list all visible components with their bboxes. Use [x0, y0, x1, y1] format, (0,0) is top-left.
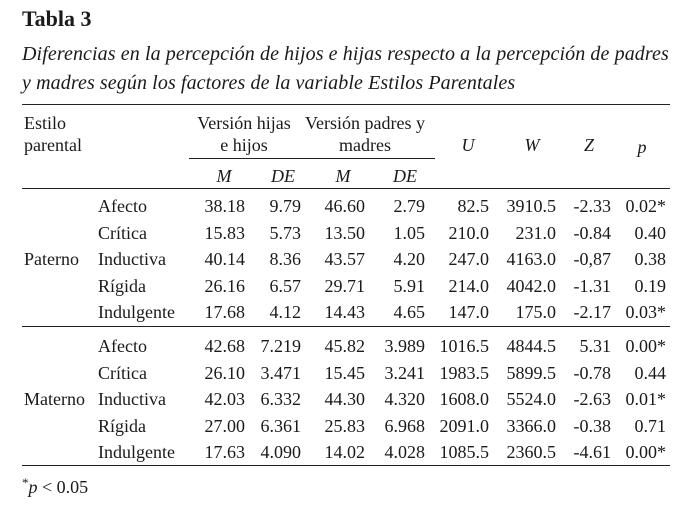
cell-u: 147.0	[448, 302, 489, 322]
cell-de1: 3.471	[260, 362, 301, 383]
cell-m2: 29.71	[324, 275, 365, 296]
bottom-rule	[22, 465, 670, 466]
cell-u: 210.0	[448, 222, 489, 243]
footnote-star: *	[22, 475, 29, 490]
cell-m2: 13.50	[324, 222, 365, 243]
cell-m2: 45.82	[324, 336, 365, 356]
cell-p: 0.01*	[625, 389, 666, 409]
cell-de2: 1.05	[393, 222, 425, 243]
cell-w: 5524.0	[506, 389, 556, 409]
cell-m2: 14.02	[324, 442, 365, 462]
cell-m1: 15.83	[204, 222, 245, 243]
cell-z: -0,87	[573, 249, 611, 269]
cell-w: 4042.0	[506, 275, 556, 296]
cell-m1: 26.16	[204, 275, 245, 296]
header-bottom-rule	[22, 188, 670, 189]
header-version-padres: Versión padres y	[305, 113, 425, 133]
cell-m1: 26.10	[204, 362, 245, 383]
cell-z: 5.31	[579, 336, 611, 356]
cell-w: 231.0	[515, 222, 556, 243]
group-label: Materno	[24, 389, 85, 409]
cell-u: 1608.0	[439, 389, 489, 409]
cell-m2: 46.60	[324, 196, 365, 216]
group-label: Paterno	[24, 249, 79, 269]
cell-de2: 4.65	[393, 302, 425, 322]
cell-p: 0.00*	[625, 336, 666, 356]
cell-de2: 4.20	[393, 249, 425, 269]
cell-factor: Inductiva	[98, 249, 166, 269]
table-caption: Diferencias en la percepción de hijos e hijas respecto a la percepción de padres y madres según los factores de la variable Estilos Parentales	[22, 43, 669, 94]
cell-de2: 2.79	[393, 196, 425, 216]
cell-u: 214.0	[448, 275, 489, 296]
cell-factor: Indulgente	[98, 302, 175, 322]
cell-w: 4844.5	[506, 336, 556, 356]
cell-u: 1016.5	[439, 336, 489, 356]
cell-z: -0.84	[573, 222, 611, 243]
cell-factor: Afecto	[98, 336, 147, 356]
cell-u: 247.0	[448, 249, 489, 269]
header-version-padres-2: madres	[339, 135, 391, 155]
footnote	[22, 477, 88, 498]
cell-p: 0.00*	[625, 442, 666, 462]
cell-z: -0.78	[573, 362, 611, 383]
cell-m1: 42.68	[204, 336, 245, 356]
cell-de1: 8.36	[269, 249, 301, 269]
cell-de1: 7.219	[260, 336, 301, 356]
cell-p: 0.44	[634, 362, 666, 383]
cell-m1: 27.00	[204, 415, 245, 436]
cell-factor: Indulgente	[98, 442, 175, 462]
cell-z: -1.31	[573, 275, 611, 296]
cell-de1: 4.090	[260, 442, 301, 462]
header-p: p	[637, 137, 647, 157]
header-M2: M	[335, 166, 351, 186]
table-number: Tabla 3	[22, 6, 92, 31]
cell-m2: 43.57	[324, 249, 365, 269]
cell-de1: 6.361	[260, 415, 301, 436]
cell-u: 1085.5	[439, 442, 489, 462]
cell-w: 175.0	[515, 302, 556, 322]
cell-w: 3366.0	[506, 415, 556, 436]
cell-factor: Rígida	[98, 275, 146, 296]
cell-m1: 40.14	[204, 249, 245, 269]
cell-de1: 5.73	[269, 222, 301, 243]
cell-w: 5899.5	[506, 362, 556, 383]
footnote-p: p	[28, 477, 38, 497]
cell-w: 2360.5	[506, 442, 556, 462]
header-M1: M	[216, 166, 232, 186]
cell-factor: Inductiva	[98, 389, 166, 409]
cell-m2: 15.45	[324, 362, 365, 383]
cell-de2: 3.989	[384, 336, 425, 356]
cell-m2: 25.83	[324, 415, 365, 436]
header-version-hijas: Versión hijas	[197, 113, 291, 133]
footnote-text: < 0.05	[37, 477, 89, 497]
cell-p: 0.19	[634, 275, 666, 296]
cell-m2: 14.43	[324, 302, 365, 322]
cell-de2: 3.241	[384, 362, 425, 383]
cell-m1: 17.68	[204, 302, 245, 322]
cell-w: 4163.0	[506, 249, 556, 269]
cell-w: 3910.5	[506, 196, 556, 216]
header-estilo: Estilo	[24, 113, 67, 133]
top-rule	[22, 104, 670, 105]
cell-de2: 5.91	[393, 275, 425, 296]
cell-de1: 6.57	[269, 275, 301, 296]
cell-factor: Afecto	[98, 196, 147, 216]
cell-de2: 4.028	[384, 442, 425, 462]
group-separator-rule	[22, 326, 670, 327]
cell-z: -0.38	[573, 415, 611, 436]
cell-p: 0.03*	[625, 302, 666, 322]
cell-z: -2.33	[573, 196, 611, 216]
cell-factor: Rígida	[98, 415, 146, 436]
cell-p: 0.40	[634, 222, 666, 243]
cell-m2: 44.30	[324, 389, 365, 409]
cell-p: 0.38	[634, 249, 666, 269]
cell-m1: 38.18	[204, 196, 245, 216]
header-parental: parental	[24, 135, 82, 155]
header-Z: Z	[583, 135, 595, 155]
cell-p: 0.71	[634, 415, 666, 436]
cell-de1: 4.12	[269, 302, 301, 322]
header-DE2: DE	[393, 166, 417, 186]
cell-p: 0.02*	[625, 196, 666, 216]
cell-u: 1983.5	[439, 362, 489, 383]
cell-de2: 4.320	[384, 389, 425, 409]
cell-m1: 42.03	[204, 389, 245, 409]
subheader-rule	[189, 158, 435, 159]
header-DE1: DE	[271, 166, 295, 186]
cell-factor: Crítica	[98, 362, 147, 383]
cell-de1: 6.332	[260, 389, 301, 409]
cell-u: 82.5	[457, 196, 489, 216]
cell-factor: Crítica	[98, 222, 147, 243]
cell-m1: 17.63	[204, 442, 245, 462]
header-U: U	[461, 135, 475, 155]
cell-z: -2.63	[573, 389, 611, 409]
header-version-hijas-2: e hijos	[220, 135, 268, 155]
header-W: W	[524, 135, 540, 155]
cell-z: -4.61	[573, 442, 611, 462]
cell-u: 2091.0	[439, 415, 489, 436]
cell-de2: 6.968	[384, 415, 425, 436]
cell-z: -2.17	[573, 302, 611, 322]
cell-de1: 9.79	[269, 196, 301, 216]
